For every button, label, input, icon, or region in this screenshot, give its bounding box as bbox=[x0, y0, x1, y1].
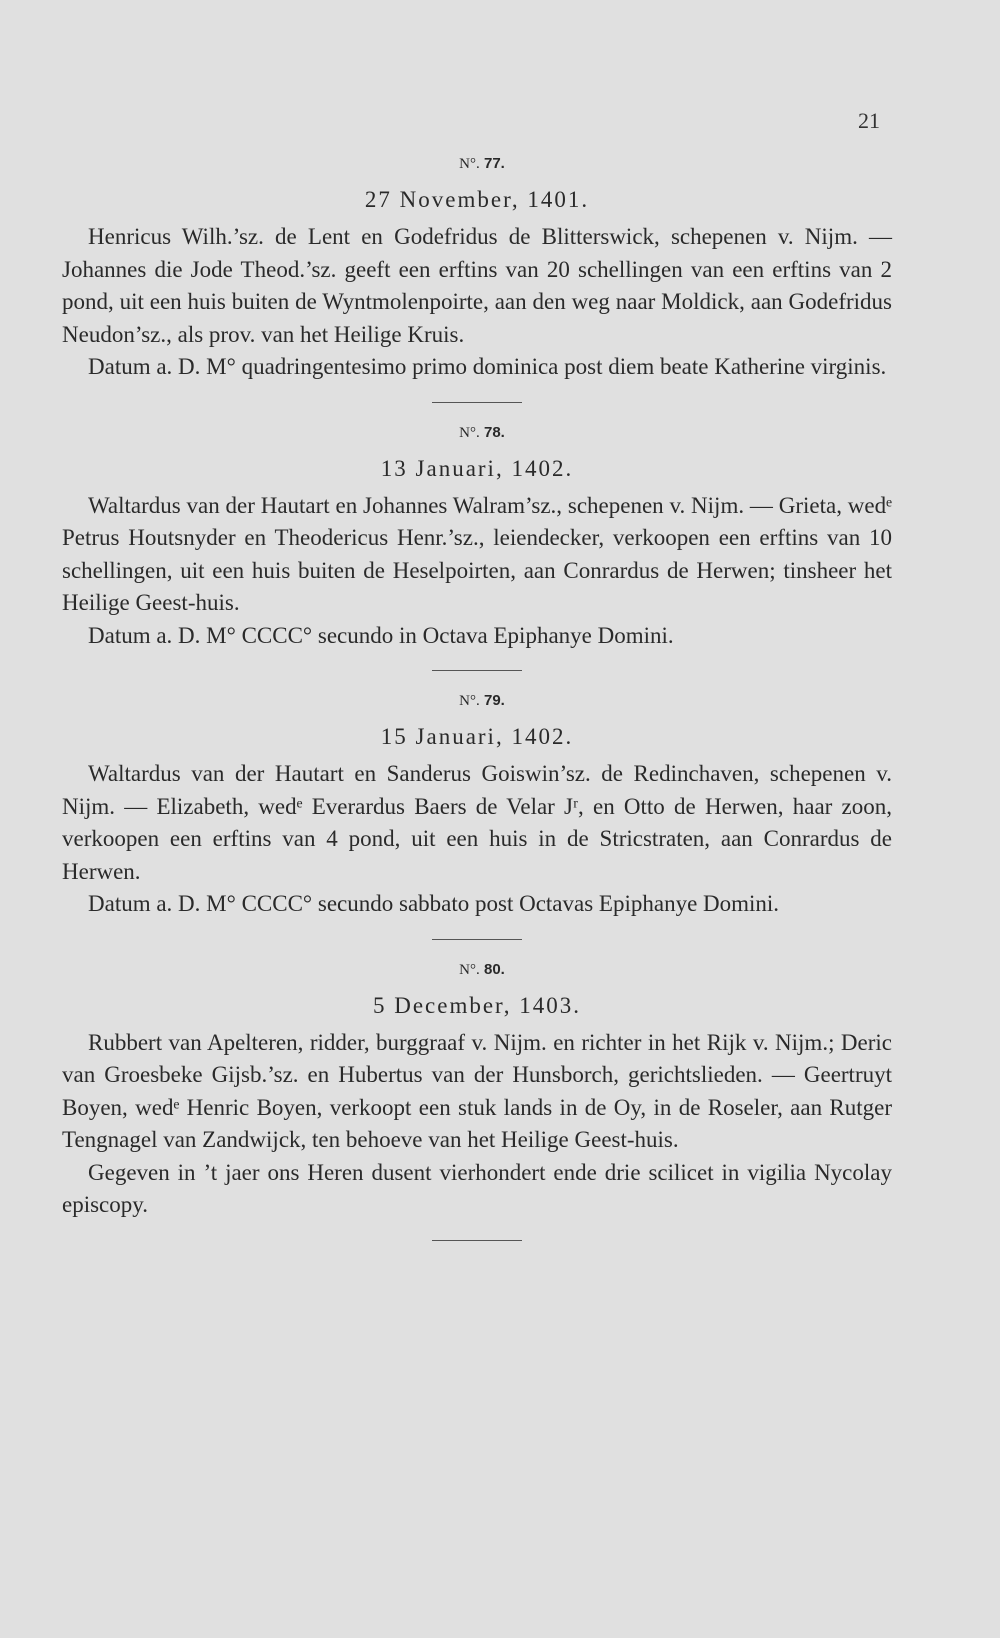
entry-78 bbox=[62, 421, 892, 653]
entry-number bbox=[62, 152, 892, 175]
entry-number bbox=[62, 958, 892, 981]
entry-number-value: 78. bbox=[483, 423, 505, 441]
page-number: 21 bbox=[858, 108, 880, 133]
entry-number-value: 79. bbox=[483, 692, 505, 709]
entry-date: 13 Januari, 1402. bbox=[380, 455, 574, 481]
entry-number-prefix: N°. bbox=[459, 693, 480, 709]
entry-separator bbox=[432, 1240, 522, 1241]
entry-number-prefix: N°. bbox=[459, 424, 480, 441]
entry-text: Waltardus van der Hautart en Sanderus Goiswin’sz. de Redinchaven, schepenen v. Nijm. — Elizabeth, wedᵉ Everardus Baers de Velar Jʳ, en Otto de Herwen, haar zoon, verkoopen een erftins van 4 pond, uit een huis in de Stricstraten, aan Conrardus de Herwen. bbox=[62, 761, 892, 884]
entry-text: Rubbert van Apelteren, ridder, burggraaf v. Nijm. en richter in het Rijk v. Nijm.; Deric van Groesbeke Gijsb.’sz. en Hubertus van der Hunsborch, gerichtslieden. — Geertruyt Boyen, wedᵉ Henric Boyen, verkoopt een stuk lands in de Oy, in de Roseler, aan Rutger Tengnagel van Zandwijck, ten behoeve van het Heilige Geest-huis. bbox=[62, 1029, 892, 1152]
entry-separator bbox=[432, 939, 522, 940]
entry-body bbox=[62, 221, 892, 384]
entry-text: Waltardus van der Hautart en Johannes Walram’sz., schepenen v. Nijm. — Grieta, wedᵉ Petrus Houtsnyder en Theodericus Henr.’sz., leiendecker, verkoopen een erftins van 10 schellingen, uit een huis buiten de Heselpoirten, aan Conrardus de Herwen; tinsheer het Heilige Geest-huis. bbox=[62, 492, 892, 615]
entry-date: 27 November, 1401. bbox=[364, 187, 590, 212]
entry-separator bbox=[432, 402, 522, 403]
entry-number-value: 80. bbox=[483, 960, 505, 978]
entry-80 bbox=[62, 958, 892, 1222]
entry-separator bbox=[432, 670, 522, 671]
entry-body bbox=[62, 758, 892, 921]
entry-datum: Datum a. D. M° CCCC° secundo sabbato post Octavas Epiphanye Domini. bbox=[88, 891, 780, 916]
entry-79 bbox=[62, 689, 892, 921]
entry-body bbox=[62, 490, 892, 653]
entry-number-value: 77. bbox=[483, 155, 505, 172]
entry-text: Henricus Wilh.’sz. de Lent en Godefridus de Blitterswick, schepenen v. Nijm. — Johannes die Jode Theod.’sz. geeft een erftins van 20 schellingen van een erftins van 2 pond, uit een huis buiten de Wyntmolenpoirte, aan den weg naar Moldick, aan Godefridus Neudon’sz., als prov. van het Heilige Kruis. bbox=[62, 224, 892, 347]
page-content bbox=[62, 152, 892, 1259]
entry-number bbox=[62, 421, 892, 444]
entry-number-prefix: N°. bbox=[459, 156, 480, 172]
entry-number bbox=[62, 689, 892, 712]
entry-number-prefix: N°. bbox=[459, 961, 480, 978]
entry-date: 5 December, 1403. bbox=[372, 992, 582, 1018]
entry-date: 15 Januari, 1402. bbox=[380, 724, 574, 749]
entry-datum: Datum a. D. M° quadringentesimo primo dominica post diem beate Katherine virginis. bbox=[88, 354, 887, 379]
entry-body bbox=[62, 1027, 892, 1222]
entry-77 bbox=[62, 152, 892, 384]
entry-datum: Datum a. D. M° CCCC° secundo in Octava Epiphanye Domini. bbox=[88, 622, 674, 648]
entry-datum: Gegeven in ’t jaer ons Heren dusent vierhondert ende drie scilicet in vigilia Nycolay episcopy. bbox=[62, 1159, 892, 1217]
